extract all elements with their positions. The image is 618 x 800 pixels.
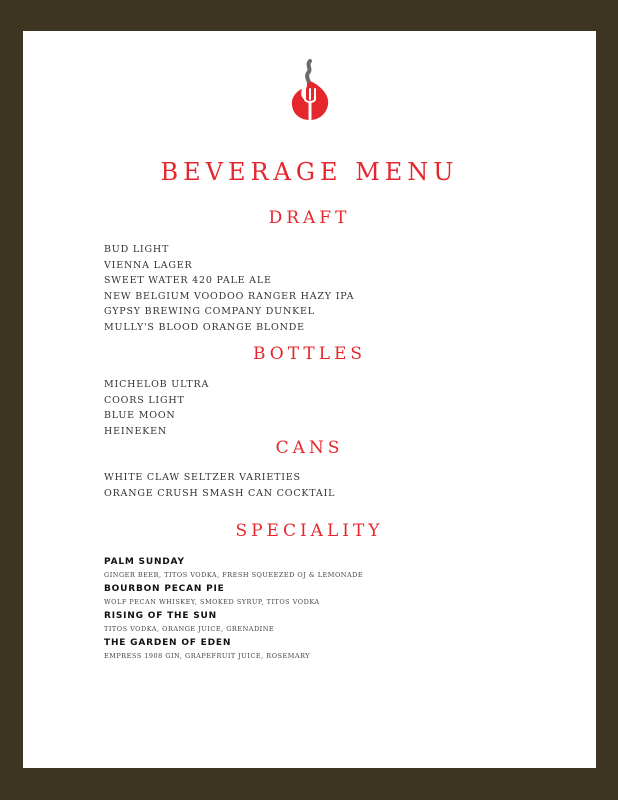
- drink-description: TITOS VODKA, ORANGE JUICE, GRENADINE: [104, 625, 275, 633]
- cans-list: [104, 470, 335, 501]
- list-item: HEINEKEN: [104, 425, 167, 437]
- list-item: MULLY'S BLOOD ORANGE BLONDE: [104, 321, 305, 333]
- list-item: SWEET WATER 420 PALE ALE: [104, 275, 272, 287]
- cans-heading: CANS: [275, 438, 344, 458]
- drink-name: BOURBON PECAN PIE: [104, 584, 225, 594]
- list-item: [104, 555, 363, 582]
- list-item: VIENNA LAGER: [104, 259, 193, 271]
- drink-description: EMPRESS 1908 GIN, GRAPEFRUIT JUICE, ROSEMARY: [104, 652, 311, 660]
- draft-heading: DRAFT: [268, 208, 351, 228]
- list-item: GYPSY BREWING COMPANY DUNKEL: [104, 306, 315, 318]
- list-item: BLUE MOON: [104, 410, 176, 422]
- list-item: WHITE CLAW SELTZER VARIETIES: [104, 472, 301, 483]
- draft-list: [104, 242, 354, 336]
- drink-description: GINGER BEER, TITOS VODKA, FRESH SQUEEZED OJ & LEMONADE: [104, 571, 364, 579]
- list-item: [104, 609, 363, 636]
- list-item: NEW BELGIUM VOODOO RANGER HAZY IPA: [104, 290, 355, 302]
- drink-description: WOLF PECAN WHISKEY, SMOKED SYRUP, TITOS VODKA: [104, 598, 320, 606]
- list-item: [104, 636, 363, 663]
- bottles-list: [104, 377, 209, 439]
- speciality-heading: SPECIALITY: [235, 521, 384, 541]
- list-item: COORS LIGHT: [104, 394, 185, 406]
- drink-name: PALM SUNDAY: [104, 557, 185, 567]
- list-item: [104, 582, 363, 609]
- speciality-list: [104, 555, 363, 663]
- drink-name: RISING OF THE SUN: [104, 611, 217, 621]
- menu-page: [23, 31, 596, 768]
- drink-name: THE GARDEN OF EDEN: [104, 638, 232, 648]
- bottles-heading: BOTTLES: [252, 344, 367, 364]
- list-item: MICHELOB ULTRA: [104, 379, 210, 390]
- list-item: ORANGE CRUSH SMASH CAN COCKTAIL: [104, 487, 336, 499]
- list-item: BUD LIGHT: [104, 244, 170, 255]
- flame-fork-icon: [288, 59, 332, 121]
- menu-title: BEVERAGE MENU: [160, 158, 459, 186]
